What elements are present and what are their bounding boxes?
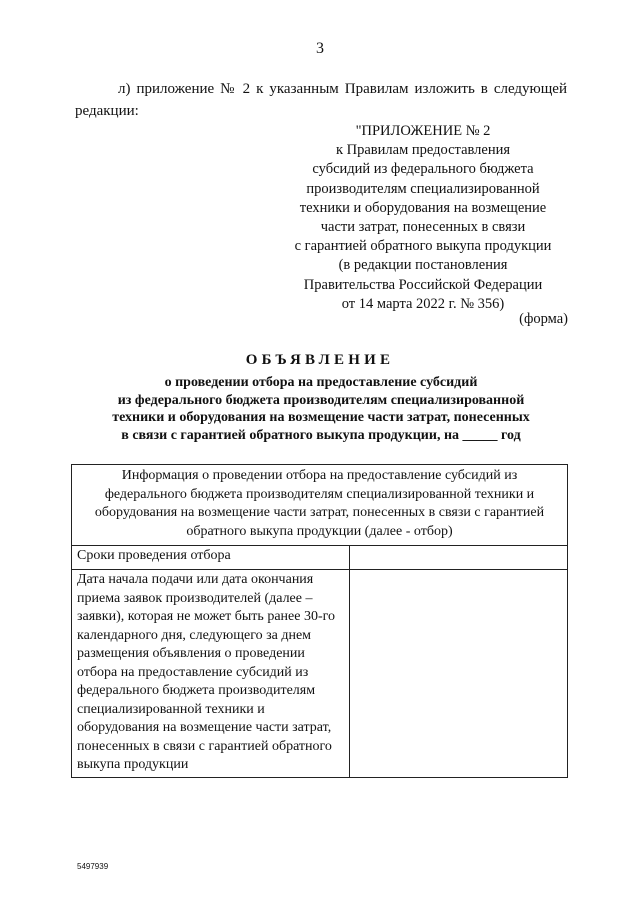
header-line: оборудования на возмещение части затрат, понесенных в связи с гарантией: [94, 505, 545, 520]
annex-line: (в редакции постановления: [338, 257, 508, 274]
annex-line: с гарантией обратного выкупа продукции: [294, 238, 552, 255]
annex-line: от 14 марта 2022 г. № 356): [341, 295, 505, 312]
row-label-dates: Сроки проведения отбора: [72, 546, 350, 570]
table-row: [72, 570, 568, 778]
subtitle-line: о проведении отбора на предоставление субсидий: [164, 375, 478, 390]
annex-heading-block: [290, 122, 556, 314]
annex-line: части затрат, понесенных в связи: [320, 219, 526, 236]
header-line: обратного выкупа продукции (далее - отбор): [186, 523, 453, 539]
annex-line: к Правилам предоставления: [335, 142, 511, 159]
annex-line: Правительства Российской Федерации: [303, 276, 543, 293]
header-line: Информация о проведении отбора на предоставление субсидий из: [121, 468, 518, 483]
row-label-line: заявки), которая не может быть ранее 30-го: [77, 609, 336, 624]
row-label-line: Дата начала подачи или дата окончания: [77, 572, 314, 587]
header-line: федерального бюджета производителям специализированной техники и: [104, 486, 535, 502]
row-label-line: специализированной техники и: [77, 701, 265, 717]
document-code: 5497939: [77, 862, 109, 871]
row-value-dates: [350, 546, 568, 570]
row-label-line: понесенных в связи с гарантией обратного: [77, 738, 332, 754]
intro-line-1: л) приложение № 2 к указанным Правилам изложить в следующей: [118, 81, 567, 97]
subtitle-line: в связи с гарантией обратного выкупа продукции, на _____ год: [121, 427, 521, 443]
form-label: (форма): [519, 311, 568, 327]
intro-line-2: редакции:: [75, 103, 139, 119]
row-label-application-dates: [72, 570, 350, 778]
table-row: [72, 546, 568, 570]
table-header-row: [72, 465, 568, 546]
row-label-line: отбора на предоставление субсидий из: [77, 664, 309, 680]
annex-line: "ПРИЛОЖЕНИЕ № 2: [355, 123, 491, 139]
intro-paragraph: [75, 78, 567, 122]
row-label-line: федерального бюджета производителям: [77, 683, 316, 698]
row-label-line: приема заявок производителей (далее –: [77, 590, 313, 606]
page-number: 3: [316, 40, 324, 57]
document-subtitle: [82, 374, 560, 444]
annex-line: производителям специализированной: [306, 180, 540, 197]
row-value-application-dates: [350, 570, 568, 778]
row-label-line: выкупа продукции: [77, 757, 189, 772]
row-label-line: размещения объявления о проведении: [77, 646, 305, 661]
annex-line: субсидий из федерального бюджета: [312, 161, 534, 178]
table-header-cell: [72, 465, 568, 546]
subtitle-line: из федерального бюджета производителям специализированной: [117, 392, 525, 408]
row-label-line: календарного дня, следующего за днем: [77, 627, 312, 643]
info-table: [71, 464, 568, 778]
subtitle-line: техники и оборудования на возмещение части затрат, понесенных: [112, 410, 530, 425]
document-title: ОБЪЯВЛЕНИЕ: [245, 352, 395, 368]
annex-line: техники и оборудования на возмещение: [299, 199, 547, 216]
row-label-line: оборудования на возмещение части затрат,: [77, 720, 332, 735]
